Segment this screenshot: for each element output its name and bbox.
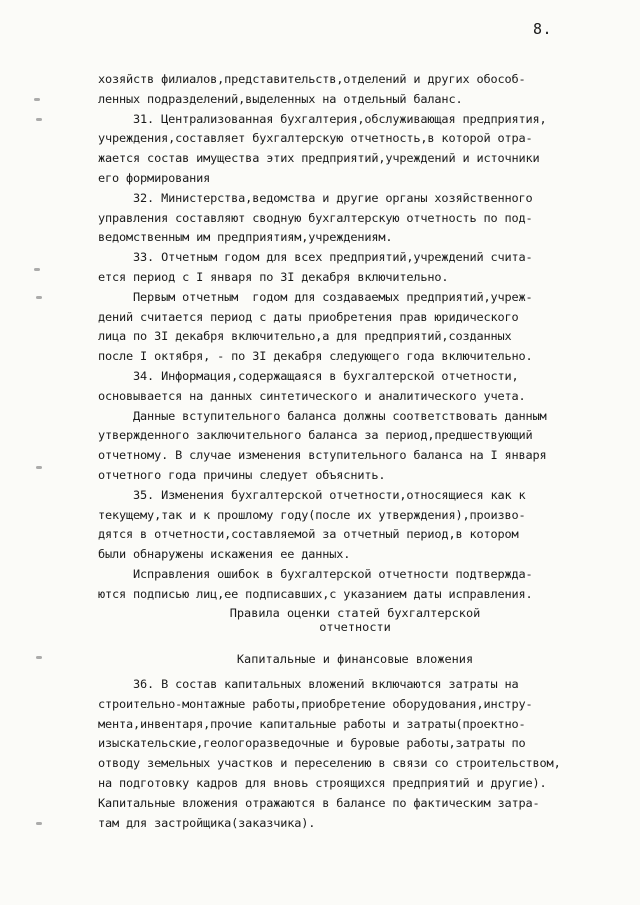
text-line: Данные вступительного баланса должны соответствовать данным: [98, 408, 547, 423]
scan-mark: [36, 466, 42, 469]
body-text-lower: [98, 675, 612, 833]
text-line: Капитальные вложения отражаются в балансе по фактическим затра-: [98, 795, 540, 810]
text-line: его формирования: [98, 170, 211, 185]
scan-mark: [36, 118, 42, 121]
text-line: хозяйств филиалов,представительств,отделений и других обособ-: [98, 72, 526, 86]
text-line: ются подписью лиц,ее подписавших,с указанием даты исправления.: [98, 586, 533, 601]
scan-mark: [36, 656, 42, 659]
text-line: ленных подразделений,выделенных на отдельный баланс.: [98, 91, 463, 106]
text-line: изыскательские,геологоразведочные и буровые работы,затраты по: [98, 736, 526, 751]
section-heading-line: отчетности: [319, 620, 391, 634]
section-subheading: [98, 652, 612, 666]
text-line: после I октября, - по 3I декабря следующего года включительно.: [98, 349, 533, 364]
text-line: 33. Отчетным годом для всех предприятий,учреждений счита-: [98, 250, 533, 265]
scan-mark: [36, 296, 42, 299]
section-heading-line: Правила оценки статей бухгалтерской: [229, 606, 481, 620]
scan-mark: [34, 98, 40, 101]
text-line: ведомственным им предприятиям,учреждениям.: [98, 230, 393, 245]
text-line: утвержденного заключительного баланса за период,предшествующий: [98, 428, 533, 443]
text-line: управления составляют сводную бухгалтерскую отчетность по под-: [98, 210, 533, 225]
text-line: 36. В состав капитальных вложений включаются затраты на: [98, 677, 519, 691]
text-line: были обнаружены искажения ее данных.: [98, 547, 351, 562]
text-line: мента,инвентаря,прочие капитальные работы и затраты(проектно-: [98, 716, 526, 731]
text-line: 32. Министерства,ведомства и другие органы хозяйственного: [98, 190, 533, 205]
page-number: 8.: [532, 20, 552, 38]
text-line: Первым отчетным годом для создаваемых предприятий,учреж-: [98, 289, 533, 304]
text-line: ется период с I января по 3I декабря включительно.: [98, 269, 449, 284]
subheading-text: Капитальные и финансовые вложения: [236, 652, 474, 666]
text-line: строительно-монтажные работы,приобретение оборудования,инстру-: [98, 696, 533, 711]
scan-mark: [36, 822, 42, 825]
text-line: лица по 3I декабря включительно,а для предприятий,созданных: [98, 329, 512, 344]
text-line: дятся в отчетности,составляемой за отчетный период,в котором: [98, 527, 519, 542]
text-line: Исправления ошибок в бухгалтерской отчетности подтвержда-: [98, 566, 533, 581]
body-text-upper: [98, 70, 612, 605]
text-line: 34. Информация,содержащаяся в бухгалтерской отчетности,: [98, 368, 519, 383]
text-line: основывается на данных синтетического и аналитического учета.: [98, 388, 526, 403]
text-line: жается состав имущества этих предприятий,учреждений и источники: [98, 151, 540, 166]
text-line: отчетного года причины следует объяснить.: [98, 467, 386, 482]
text-line: 35. Изменения бухгалтерской отчетности,относящиеся как к: [98, 487, 526, 502]
text-line: отводу земельных участков и переселению в связи со строительством,: [98, 756, 561, 771]
text-line: на подготовку кадров для вновь строящихся предприятий и другие).: [98, 775, 547, 790]
text-line: 31. Централизованная бухгалтерия,обслуживающая предприятия,: [98, 111, 547, 126]
text-line: текущему,так и к прошлому году(после их утверждения),произво-: [98, 507, 526, 522]
section-heading: [98, 606, 612, 634]
text-line: отчетному. В случае изменения вступительного баланса на I января: [98, 448, 547, 463]
scan-mark: [34, 268, 40, 271]
text-line: учреждения,составляет бухгалтерскую отчетность,в которой отра-: [98, 131, 533, 146]
text-line: там для застройщика(заказчика).: [98, 815, 316, 830]
text-line: дений считается период с даты приобретения прав юридического: [98, 309, 519, 324]
